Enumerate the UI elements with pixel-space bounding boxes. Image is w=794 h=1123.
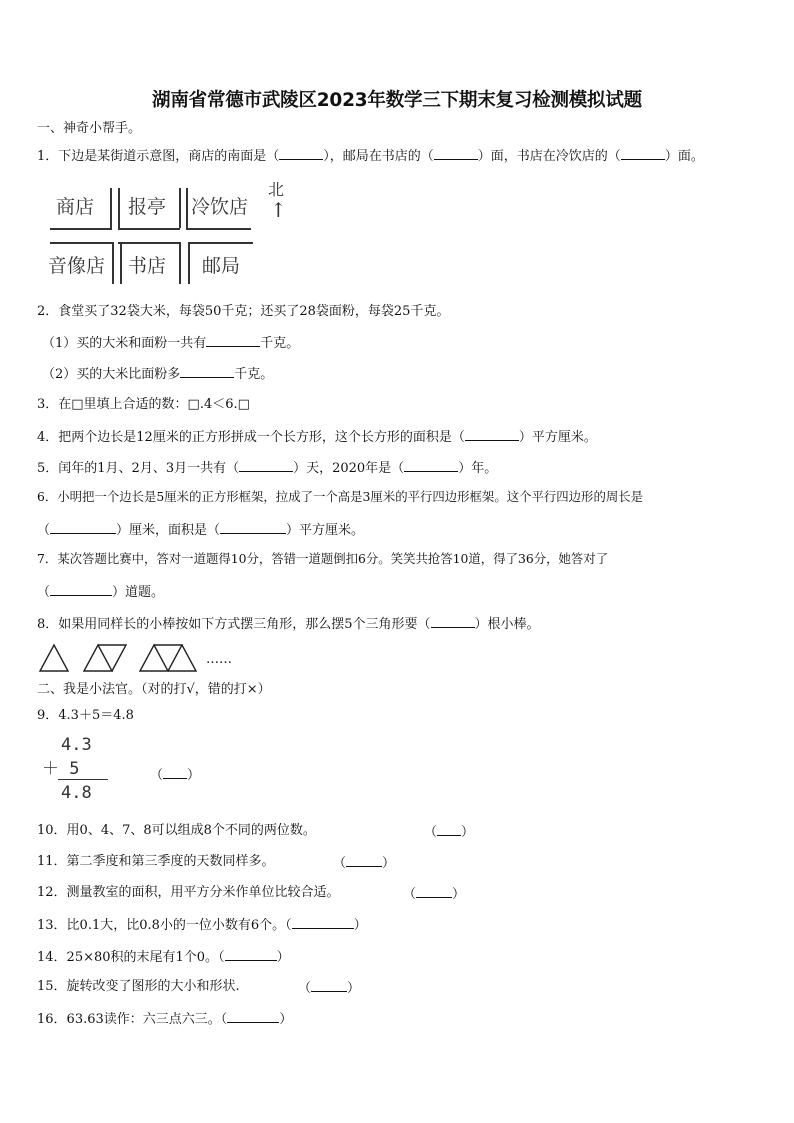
vertical-top-number: 4.3 <box>61 735 92 755</box>
answer-blank[interactable] <box>279 148 323 160</box>
answer-blank[interactable] <box>50 584 112 596</box>
q4-part-a: 4．把两个边长是12厘米的正方形拼成一个长方形，这个长方形的面积是（ <box>37 430 465 445</box>
map-line <box>186 228 251 230</box>
map-line <box>118 228 180 230</box>
question-3: 3．在□里填上合适的数：□.4＜6.□ <box>37 397 250 412</box>
q5-part-b: ）天，2020年是（ <box>293 461 405 476</box>
question-16: 16．63.63读作：六三点六三。（ ） <box>37 1012 293 1027</box>
vertical-calculation <box>42 735 122 805</box>
triangle-three-b <box>154 645 182 671</box>
question-9: 9．4.3＋5＝4.8 <box>37 708 134 723</box>
question-14: 14．25×80积的末尾有1个0。（ ） <box>37 950 290 965</box>
page-title: 湖南省常德市武陵区2023年数学三下期末复习检测模拟试题 <box>152 90 642 111</box>
answer-blank[interactable] <box>163 767 187 779</box>
q7-part-b: （ <box>37 585 51 600</box>
q1-part-d: ）面。 <box>664 149 704 164</box>
q7-part-c: ）道题。 <box>112 585 165 600</box>
answer-blank[interactable] <box>346 855 382 867</box>
q16-text: 16．63.63读作：六三点六三。 <box>37 1012 221 1027</box>
map-line <box>179 188 181 228</box>
north-label: 北 <box>268 180 285 199</box>
answer-blank[interactable] <box>225 949 277 961</box>
answer-blank[interactable] <box>311 980 347 992</box>
section-heading-1: 一、神奇小帮手。 <box>37 121 142 136</box>
question-5 <box>37 460 497 475</box>
map-line <box>112 242 114 284</box>
map-line <box>110 188 112 228</box>
section-heading-2: 二、我是小法官。（对的打√，错的打×） <box>37 682 271 697</box>
q13-text: 13．比0.1大，比0.8小的一位小数有6个。 <box>37 918 286 933</box>
map-line <box>50 242 112 244</box>
q6-part-c: ）厘米，面积是（ <box>116 523 221 538</box>
triangle-three-a <box>140 645 168 671</box>
answer-blank[interactable] <box>434 148 478 160</box>
answer-blank[interactable] <box>220 522 286 534</box>
question-12: 12．测量教室的面积，用平方分米作单位比较合适。 <box>37 885 340 900</box>
map-line <box>118 188 120 228</box>
triangle-one <box>40 645 68 671</box>
ellipsis: …… <box>206 652 232 667</box>
map-label-book: 书店 <box>128 255 167 277</box>
q5-part-c: ）年。 <box>458 461 498 476</box>
map-label-kiosk: 报亭 <box>128 196 167 218</box>
answer-blank[interactable] <box>239 460 293 472</box>
question-2-sub-2 <box>42 366 273 381</box>
map-line <box>188 242 190 284</box>
triangle-two-a <box>84 645 112 671</box>
map-line <box>179 242 181 284</box>
question-6-cont <box>37 522 364 537</box>
question-15: 15．旋转改变了图形的大小和形状. <box>37 979 240 994</box>
answer-blank[interactable] <box>431 616 475 628</box>
north-arrow-icon: ↑ <box>270 198 287 222</box>
question-6: 6．小明把一个边长是5厘米的正方形框架，拉成了一个高是3厘米的平行四边形框架。这个平行四边形的周长是 <box>37 489 644 504</box>
map-line <box>188 242 253 244</box>
answer-blank[interactable] <box>621 148 665 160</box>
answer-blank[interactable] <box>206 335 260 347</box>
q8-part-b: ）根小棒。 <box>474 617 540 632</box>
q6-part-b: （ <box>37 523 51 538</box>
q9-answer: （ ） <box>150 768 201 783</box>
question-11: 11．第二季度和第三季度的天数同样多。 <box>37 854 275 869</box>
answer-blank[interactable] <box>292 917 354 929</box>
question-7: 7．某次答题比赛中，答对一道题得10分，答错一道题倒扣6分。笑笑共抢答10道，得了36分，她答对了 <box>37 551 609 566</box>
q1-part-b: ），邮局在书店的（ <box>323 149 434 164</box>
q2-sub-2-text: （2）买的大米比面粉多 <box>42 367 181 382</box>
q11-answer: （ ） <box>333 856 396 871</box>
q2-sub-2-unit: 千克。 <box>234 367 274 382</box>
question-1 <box>37 148 704 163</box>
answer-blank[interactable] <box>416 886 452 898</box>
q15-answer: （ ） <box>298 981 361 996</box>
question-2: 2．食堂买了32袋大米，每袋50千克；还买了28袋面粉，每袋25千克。 <box>37 304 450 319</box>
answer-blank[interactable] <box>50 522 116 534</box>
q1-part-c: ）面，书店在冷饮店的（ <box>477 149 621 164</box>
q4-part-b: ）平方厘米。 <box>518 430 597 445</box>
q6-part-d: ）平方厘米。 <box>286 523 365 538</box>
question-4 <box>37 429 597 444</box>
question-13: 13．比0.1大，比0.8小的一位小数有6个。（ ） <box>37 918 367 933</box>
map-line <box>118 242 180 244</box>
map-label-shop: 商店 <box>56 196 95 218</box>
map-label-video: 音像店 <box>48 255 106 277</box>
triangle-three-c <box>168 645 196 671</box>
answer-blank[interactable] <box>465 429 519 441</box>
map-label-post: 邮局 <box>202 255 241 277</box>
map-label-cold-drink: 冷饮店 <box>191 196 249 218</box>
vertical-result: 4.8 <box>61 783 92 803</box>
question-2-sub-1 <box>42 335 299 350</box>
question-8 <box>37 616 540 631</box>
map-line <box>186 188 188 228</box>
answer-blank[interactable] <box>437 824 461 836</box>
triangles-figure <box>38 642 238 674</box>
q14-text: 14．25×80积的末尾有1个0。 <box>37 950 219 965</box>
question-10: 10．用0、4、7、8可以组成8个不同的两位数。 <box>37 823 316 838</box>
map-line <box>50 228 112 230</box>
q12-answer: （ ） <box>403 887 466 902</box>
q5-part-a: 5．闰年的1月、2月、3月一共有（ <box>37 461 240 476</box>
vertical-addend: ＋ 5 <box>42 759 80 779</box>
answer-blank[interactable] <box>404 460 458 472</box>
map-line <box>120 242 122 284</box>
answer-blank[interactable] <box>227 1011 279 1023</box>
vertical-rule <box>58 779 108 780</box>
q10-answer: （ ） <box>424 825 475 840</box>
q8-part-a: 8．如果用同样长的小棒按如下方式摆三角形，那么摆5个三角形要（ <box>37 617 431 632</box>
street-map <box>44 180 304 290</box>
q1-part-a: 1．下边是某街道示意图，商店的南面是（ <box>37 149 280 164</box>
triangle-two-b <box>98 645 126 671</box>
answer-blank[interactable] <box>180 366 234 378</box>
q2-sub-1-text: （1）买的大米和面粉一共有 <box>42 336 207 351</box>
question-7-cont <box>37 584 164 599</box>
q2-sub-1-unit: 千克。 <box>260 336 300 351</box>
